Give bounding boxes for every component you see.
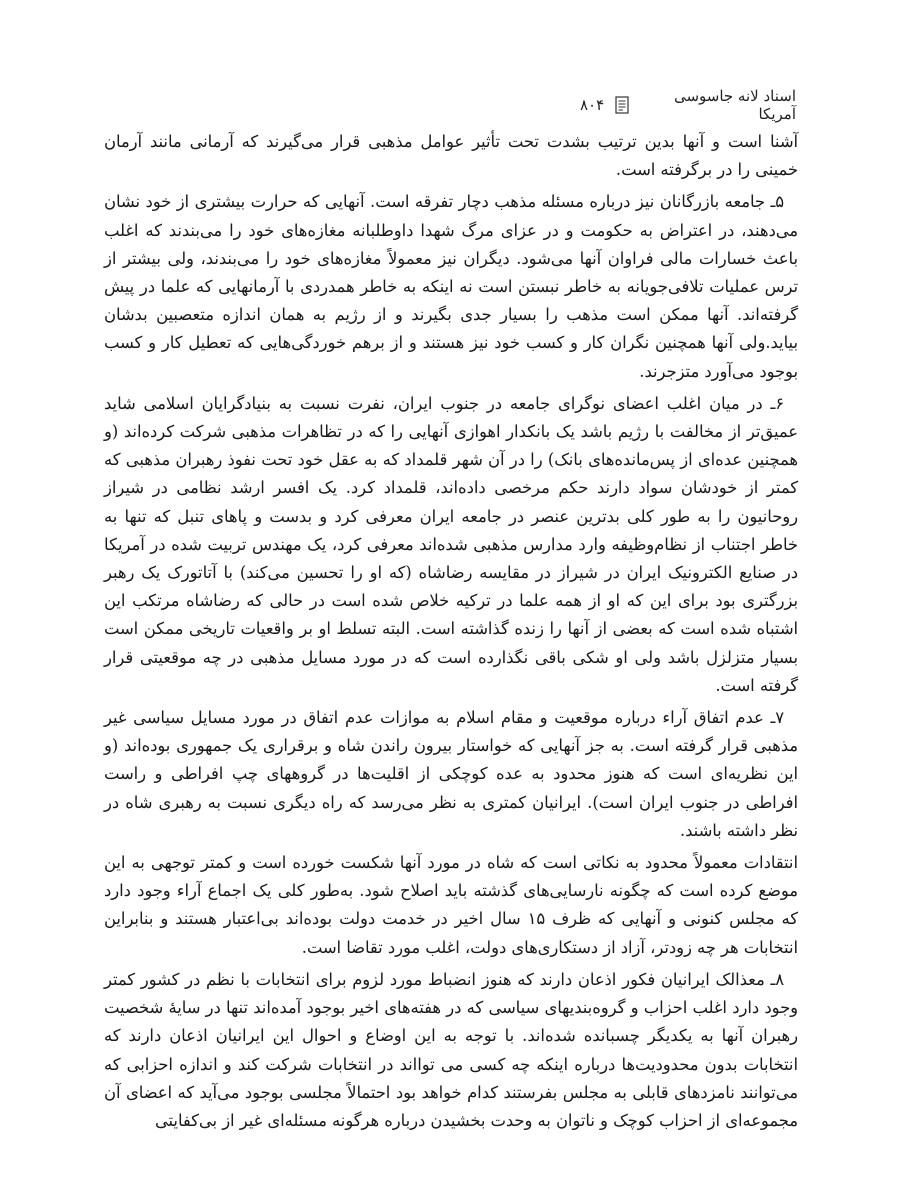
paragraph-8: ۸ـ معذالک ایرانیان فکور اذعان دارند که هنوز انضباط مورد لزوم برای انتخابات با نظم در کشور کمتر وجود دارد اغلب احزاب و گروه‌بندیهای سیاسی که در هفته‌های اخیر بوجود آمده‌اند تنها در سایهٔ شخصیت رهبران آنها به یکدیگر چسبانده شده‌اند. با توجه به این اوضاع و احوال این ایرانیان اذعان دارند که انتخابات بدون محدودیت‌ها درباره اینکه چه کسی می توااند در انتخابات شرکت کند و اندازه احزابی که می‌توانند نامزدهای قابلی به مجلس بفرستند کدام خواهد بود احتمالاً مجلسی بوجود می‌آید که اعضای آن مجموعه‌ای از احزاب کوچک و ناتوان به وحدت بخشیدن درباره هرگونه مسئله‌ای غیر از بی‌کفایتی xyxy=(104,969,798,1130)
paragraph-5: ۵ـ جامعه بازرگانان نیز درباره مسئله مذهب دچار تفرقه است. آنهایی که حرارت بیشتری از خود نشان می‌دهند، در اعتراض به حکومت و در عزای مرگ شهدا داوطلبانه مغازه‌های خود را می‌بندند که اغلب باعث خسارات مالی فراوان آنها می‌شود. دیگران نیز معمولاً مغازه‌های خود را می‌بندند، ولی بیشتر از ترس عملیات تلافی‌جویانه به خاطر نبستن است نه اینکه به خاطر همدردی با آرمانهایی که علما در پیش گرفته‌اند. آنها ممکن است مذهب را بسیار جدی بگیرند و از رژیم به همان اندازه متعصبین بدشان بیاید.ولی آنها همچنین نگران کار و کسب خود نیز هستند و از برهم خوردگی‌هایی که تعطیل کار و کسب بوجود می‌آورد متزجرند. xyxy=(104,192,798,381)
running-header xyxy=(580,87,796,123)
paragraph-criticism: انتقادات معمولاً محدود به نکاتی است که شاه در مورد آنها شکست خورده است و کمتر توجهی به این موضع کرده است که چگونه نارسایی‌های گذشته باید اصلاح شود. به‌طور کلی یک اجماع آراء وجود دارد که مجلس کنونی و آنهایی که ظرف ۱۵ سال اخیر در خدمت دولت بوده‌اند بی‌اعتبار هستند و بنابراین انتخابات هر چه زودتر، آزاد از دستکاری‌های دولت، اغلب مورد تقاضا است. xyxy=(104,853,799,957)
body-text xyxy=(104,128,799,1130)
page-number: ۸۰۴ xyxy=(580,96,605,114)
book-title: اسناد لانه جاسوسی آمریکا xyxy=(673,87,796,123)
paragraph-continuation: آشنا است و آنها بدین ترتیب بشدت تحت تأثیر عوامل مذهبی قرار می‌گیرند که آرمانی مانند آرمان خمینی را در برگرفته است. xyxy=(104,132,798,180)
document-icon xyxy=(614,96,630,114)
paragraph-7: ۷ـ عدم اتفاق آراء درباره موقعیت و مقام اسلام به موازات عدم اتفاق در مورد مسایل سیاسی غیر مذهبی قرار گرفته است. به جز آنهایی که خواستار بیرون راندن شاه و برقراری یک جمهوری بوده‌اند (و این نظریه‌ای است که هنوز محدود به عده کوچکی از اقلیت‌ها در گروههای چپ افراطی و راست افراطی در جنوب ایران است). ایرانیان کمتری به نظر می‌رسد که راه دیگری نسبت به رهبری شاه در نظر داشته باشند. xyxy=(104,708,798,840)
paragraph-6: ۶ـ در میان اغلب اعضای نوگرای جامعه در جنوب ایران، نفرت نسبت به بنیادگرایان اسلامی شاید عمیق‌تر از مخالفت با رژیم باشد یک بانکدار اهوازی آنهایی را که در تظاهرات مذهبی شرکت کرده‌اند (و همچنین عده‌ای از پس‌مانده‌های بانک) را در آن شهر قلمداد که به عقل خود تحت نفوذ رهبران مذهبی که کمتر از خودشان سواد دارند حکم مرخصی داده‌اند، قلمداد کرد. یک افسر ارشد نظامی در شیراز روحانیون را به طور کلی بدترین عنصر در جامعه ایران معرفی کرد و بدست و پاهای تنبل که تنها به خاطر اجتناب از نظام‌وظیفه وارد مدارس مذهبی شده‌اند معرفی کرد، یک مهندس تربیت شده در آمریکا در صنایع الکترونیک ایران در شیراز در مقایسه رضاشاه (که او را تحسین می‌کند) با آتاتورک یک رهبر بزرگتری بود برای این که او از همه علما در ترکیه خلاص شده است در حالی که رضاشاه مرتکب این اشتباه شده است که بعضی از آنها را زنده گذاشته است. البته تسلط او بر واقعیات تاریخی ممکن است بسیار متزلزل باشد ولی او شکی باقی نگذارده است که در مورد مسایل مذهبی در چه موقعیتی قرار گرفته است. xyxy=(104,393,798,695)
